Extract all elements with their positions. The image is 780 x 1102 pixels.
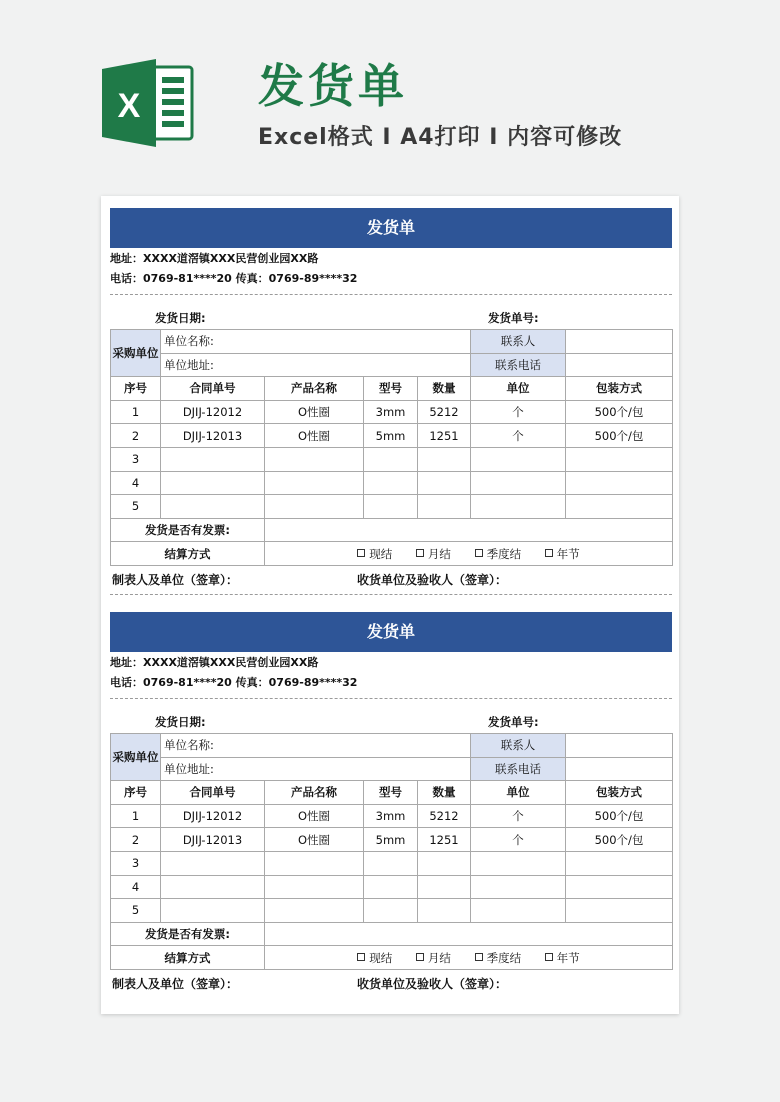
checkbox-icon[interactable] [545,549,553,557]
invoice-row [111,922,673,946]
table-cell: 2 [111,828,161,852]
table-row [111,471,673,495]
table-cell[interactable] [364,875,418,899]
table-cell[interactable] [265,875,364,899]
phone-line: 电话：0769-81****20 传真：0769-89****32 [110,676,358,689]
table-cell: 5 [111,899,161,923]
table-row [111,424,673,448]
table-cell[interactable] [566,471,673,495]
divider [110,698,672,699]
table-cell[interactable] [566,851,673,875]
table-cell[interactable] [566,875,673,899]
ship-date-label: 发货日期: [155,311,206,325]
checkbox-icon[interactable] [475,953,483,961]
column-header: 数量 [418,377,471,401]
settlement-option-yearly[interactable]: 年节 [545,950,580,966]
table-cell[interactable] [161,851,265,875]
table-row [111,851,673,875]
table-cell[interactable]: 3mm [364,400,418,424]
table-cell[interactable]: 5212 [418,400,471,424]
settlement-option-monthly[interactable]: 月结 [416,950,451,966]
table-cell[interactable]: 500个/包 [566,828,673,852]
table-cell[interactable] [566,495,673,519]
column-header: 序号 [111,781,161,805]
column-header: 单位 [471,781,566,805]
table-row [111,875,673,899]
table-cell[interactable]: O性圈 [265,804,364,828]
banner [0,0,780,190]
checkbox-icon[interactable] [545,953,553,961]
table-row [111,899,673,923]
settlement-label: 结算方式 [111,946,265,970]
table-cell: 2 [111,424,161,448]
purchase-unit-label: 采购单位 [111,330,161,377]
excel-logo-icon [100,55,196,151]
table-cell[interactable]: DJIJ-12013 [161,424,265,448]
receiver-signature-label: 收货单位及验收人（签章）： [357,572,508,587]
table-row [111,804,673,828]
ship-date-label: 发货日期: [155,715,206,729]
settlement-row [111,542,673,566]
table-cell[interactable] [161,471,265,495]
settlement-option-quarterly[interactable]: 季度结 [475,950,522,966]
unit-address-field[interactable]: 单位地址: [161,353,471,377]
form-title: 发货单 [110,612,672,652]
table-cell[interactable] [265,851,364,875]
ship-no-label: 发货单号: [488,715,539,729]
table-cell[interactable]: O性圈 [265,424,364,448]
table-cell[interactable]: 5mm [364,828,418,852]
banner-title: 发货单 [258,59,408,113]
table-cell[interactable] [566,899,673,923]
date-row [110,307,672,329]
table-cell[interactable]: 个 [471,804,566,828]
settlement-options [265,946,673,970]
table-row [111,447,673,471]
table-cell[interactable] [364,851,418,875]
column-header: 型号 [364,377,418,401]
banner-subtitle: Excel格式 I A4打印 I 内容可修改 [258,125,623,150]
table-row [111,495,673,519]
column-header: 包装方式 [566,781,673,805]
table-cell[interactable]: DJIJ-12013 [161,828,265,852]
settlement-option-quarterly[interactable]: 季度结 [475,546,522,562]
address-line: 地址：XXXX道滘镇XXX民营创业园XX路 [110,656,319,669]
table-cell: 4 [111,471,161,495]
column-header-row [111,377,673,401]
table-row [111,828,673,852]
contact-phone-value[interactable] [566,353,673,377]
column-header: 包装方式 [566,377,673,401]
table-cell[interactable] [471,899,566,923]
contact-phone-value[interactable] [566,757,673,781]
table-cell[interactable]: 5mm [364,424,418,448]
table-cell[interactable] [161,899,265,923]
invoice-value[interactable] [265,922,673,946]
contact-value[interactable] [566,330,673,354]
table-cell[interactable] [364,495,418,519]
checkbox-icon[interactable] [416,549,424,557]
delivery-form-1 [110,208,672,595]
table-cell[interactable]: 500个/包 [566,400,673,424]
table-cell[interactable] [364,447,418,471]
table-cell[interactable]: 个 [471,828,566,852]
table-cell[interactable] [418,875,471,899]
table-cell[interactable]: 1251 [418,828,471,852]
checkbox-icon[interactable] [475,549,483,557]
settlement-option-yearly[interactable]: 年节 [545,546,580,562]
table-cell[interactable] [471,875,566,899]
delivery-table [110,733,673,970]
ship-no-label: 发货单号: [488,311,539,325]
form-title: 发货单 [110,208,672,248]
contact-label: 联系人 [471,734,566,758]
checkbox-icon[interactable] [416,953,424,961]
settlement-label: 结算方式 [111,542,265,566]
column-header-row [111,781,673,805]
excel-logo-letter: X [117,87,141,125]
table-cell[interactable] [364,899,418,923]
table-cell[interactable] [471,447,566,471]
phone-line: 电话：0769-81****20 传真：0769-89****32 [110,272,358,285]
table-cell[interactable] [418,471,471,495]
contact-label: 联系人 [471,330,566,354]
table-cell[interactable]: O性圈 [265,400,364,424]
table-cell[interactable] [566,447,673,471]
settlement-options [265,542,673,566]
table-cell[interactable] [161,495,265,519]
settlement-option-cash[interactable]: 现结 [357,546,392,562]
settlement-row [111,946,673,970]
table-cell[interactable] [418,495,471,519]
unit-name-field[interactable]: 单位名称: [161,330,471,354]
column-header: 数量 [418,781,471,805]
table-cell[interactable] [161,447,265,471]
table-cell: 3 [111,447,161,471]
checkbox-icon[interactable] [357,549,365,557]
column-header: 序号 [111,377,161,401]
settlement-option-cash[interactable]: 现结 [357,950,392,966]
table-cell: 5 [111,495,161,519]
purchase-unit-label: 采购单位 [111,734,161,781]
table-cell[interactable] [418,447,471,471]
contact-value[interactable] [566,734,673,758]
invoice-row [111,518,673,542]
table-cell[interactable] [161,875,265,899]
table-cell[interactable]: 3mm [364,804,418,828]
contact-phone-label: 联系电话 [471,757,566,781]
table-cell[interactable] [265,447,364,471]
table-cell[interactable] [471,495,566,519]
date-row [110,711,672,733]
table-cell[interactable]: DJIJ-12012 [161,400,265,424]
table-cell[interactable]: 500个/包 [566,804,673,828]
delivery-table [110,329,673,566]
checkbox-icon[interactable] [357,953,365,961]
delivery-form-2 [110,612,672,996]
table-cell[interactable]: O性圈 [265,828,364,852]
table-cell[interactable]: 个 [471,400,566,424]
divider [110,294,672,295]
table-cell[interactable]: 个 [471,424,566,448]
table-cell[interactable]: 500个/包 [566,424,673,448]
signature-row [110,568,672,595]
invoice-label: 发货是否有发票: [111,922,265,946]
table-cell[interactable]: DJIJ-12012 [161,804,265,828]
table-cell[interactable] [418,851,471,875]
column-header: 产品名称 [265,377,364,401]
table-cell[interactable]: 1251 [418,424,471,448]
table-cell: 3 [111,851,161,875]
table-cell[interactable] [418,899,471,923]
table-cell[interactable] [471,851,566,875]
contact-phone-label: 联系电话 [471,353,566,377]
invoice-value[interactable] [265,518,673,542]
column-header: 型号 [364,781,418,805]
receiver-signature-label: 收货单位及验收人（签章）： [357,976,508,991]
table-row [111,400,673,424]
invoice-label: 发货是否有发票: [111,518,265,542]
column-header: 产品名称 [265,781,364,805]
maker-signature-label: 制表人及单位（签章）： [112,976,239,991]
unit-address-field[interactable]: 单位地址: [161,757,471,781]
table-cell[interactable]: 5212 [418,804,471,828]
table-cell: 1 [111,400,161,424]
table-cell: 4 [111,875,161,899]
table-cell[interactable] [265,495,364,519]
table-cell[interactable] [265,899,364,923]
column-header: 合同单号 [161,377,265,401]
unit-name-field[interactable]: 单位名称: [161,734,471,758]
table-cell[interactable] [364,471,418,495]
signature-row [110,972,672,996]
document-paper [101,196,679,1014]
table-cell[interactable] [265,471,364,495]
address-line: 地址：XXXX道滘镇XXX民营创业园XX路 [110,252,319,265]
maker-signature-label: 制表人及单位（签章）： [112,572,239,587]
settlement-option-monthly[interactable]: 月结 [416,546,451,562]
column-header: 合同单号 [161,781,265,805]
table-cell[interactable] [471,471,566,495]
column-header: 单位 [471,377,566,401]
table-cell: 1 [111,804,161,828]
